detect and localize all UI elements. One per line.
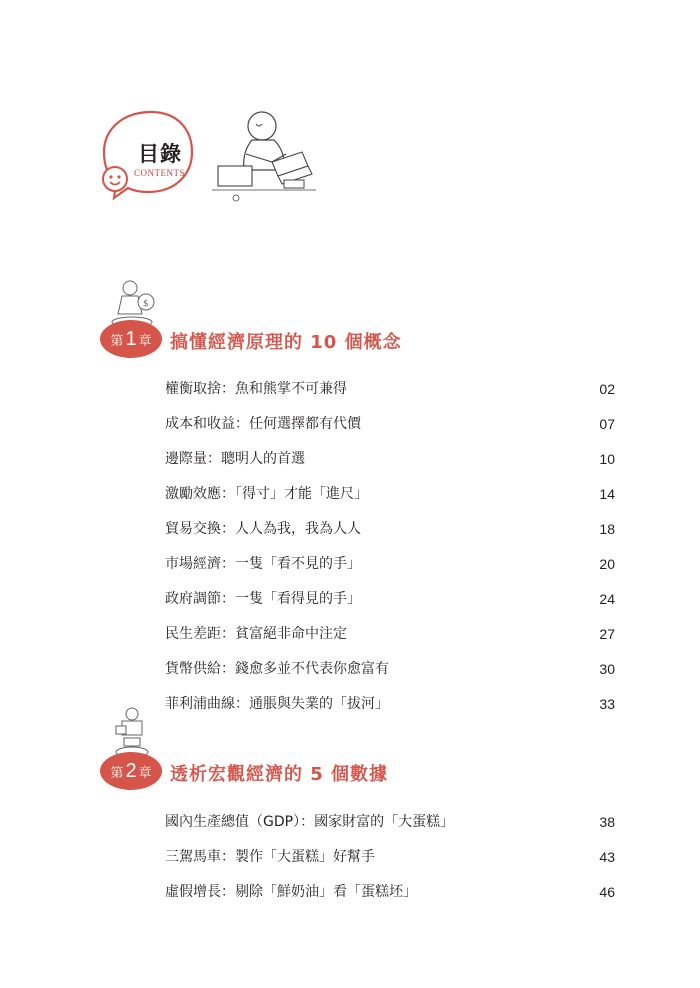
toc-entry[interactable] xyxy=(165,659,615,694)
toc-entry-title: 市場經濟：一隻「看不見的手」 xyxy=(165,556,361,572)
toc-entry-page: 14 xyxy=(599,486,615,502)
chapter-badge-suffix: 章 xyxy=(138,333,152,349)
chapter-badge-prefix: 第 xyxy=(110,333,124,349)
page-title: 目錄 xyxy=(138,142,182,166)
toc-entry-title: 菲利浦曲線：通脹與失業的「拔河」 xyxy=(165,696,389,712)
toc-entry-title: 民生差距：貧富絕非命中注定 xyxy=(165,626,347,642)
chapter-badge-number: 2 xyxy=(125,759,137,782)
toc-entry[interactable] xyxy=(165,624,615,659)
toc-entry-page: 30 xyxy=(599,661,615,677)
toc-entry-page: 43 xyxy=(599,849,615,865)
toc-entry[interactable] xyxy=(165,519,615,554)
svg-text:$: $ xyxy=(143,299,149,309)
page-subtitle: CONTENTS xyxy=(134,168,185,178)
toc-entry-title: 政府調節：一隻「看得見的手」 xyxy=(165,591,361,607)
toc-entry[interactable] xyxy=(165,554,615,589)
toc-entry-title: 貨幣供給：錢愈多並不代表你愈富有 xyxy=(165,661,389,677)
toc-entry-page: 18 xyxy=(599,521,615,537)
reading-person-illustration xyxy=(212,104,322,204)
chapter-badge-suffix: 章 xyxy=(138,765,152,781)
chapter-2-title: 透析宏觀經濟的 5 個數據 xyxy=(170,764,389,785)
toc-entry-page: 10 xyxy=(599,451,615,467)
toc-entry[interactable] xyxy=(165,589,615,624)
toc-entry-page: 27 xyxy=(599,626,615,642)
toc-entry-title: 邊際量：聰明人的首選 xyxy=(165,451,305,467)
toc-entry-title: 權衡取捨：魚和熊掌不可兼得 xyxy=(165,381,347,397)
toc-entry-title: 激勵效應：「得寸」才能「進尺」 xyxy=(165,486,368,502)
toc-entry-title: 成本和收益：任何選擇都有代價 xyxy=(165,416,361,432)
toc-entry-title: 國內生產總值（GDP）：國家財富的「大蛋糕」 xyxy=(165,814,455,830)
toc-entry-page: 38 xyxy=(599,814,615,830)
toc-entry-page: 20 xyxy=(599,556,615,572)
toc-entry[interactable] xyxy=(165,414,615,449)
toc-entry[interactable] xyxy=(165,379,615,414)
toc-entry[interactable] xyxy=(165,449,615,484)
chapter-2-heading xyxy=(100,752,620,796)
chapter-badge-number: 1 xyxy=(125,327,137,350)
toc-entry-page: 33 xyxy=(599,696,615,712)
chapter-1-heading xyxy=(100,320,620,364)
toc-entry[interactable] xyxy=(165,882,615,917)
chapter-2-badge xyxy=(100,752,162,790)
chapter-1-title: 搞懂經濟原理的 10 個概念 xyxy=(170,332,402,353)
toc-entry[interactable] xyxy=(165,847,615,882)
toc-entry-page: 02 xyxy=(599,381,615,397)
chapter-badge-prefix: 第 xyxy=(110,765,124,781)
toc-entry-title: 貿易交換：人人為我，我為人人 xyxy=(165,521,361,537)
toc-entry[interactable] xyxy=(165,812,615,847)
chapter-1-badge xyxy=(100,320,162,358)
toc-entry-page: 07 xyxy=(599,416,615,432)
toc-entry[interactable] xyxy=(165,694,615,729)
chapter-2-entries xyxy=(165,812,615,917)
chapter-1-entries xyxy=(165,379,615,729)
smiley-face-icon xyxy=(100,164,130,194)
toc-entry[interactable] xyxy=(165,484,615,519)
toc-entry-title: 三駕馬車：製作「大蛋糕」好幫手 xyxy=(165,849,375,865)
toc-entry-page: 24 xyxy=(599,591,615,607)
toc-entry-page: 46 xyxy=(599,884,615,900)
toc-entry-title: 虛假增長：剔除「鮮奶油」看「蛋糕坯」 xyxy=(165,884,417,900)
